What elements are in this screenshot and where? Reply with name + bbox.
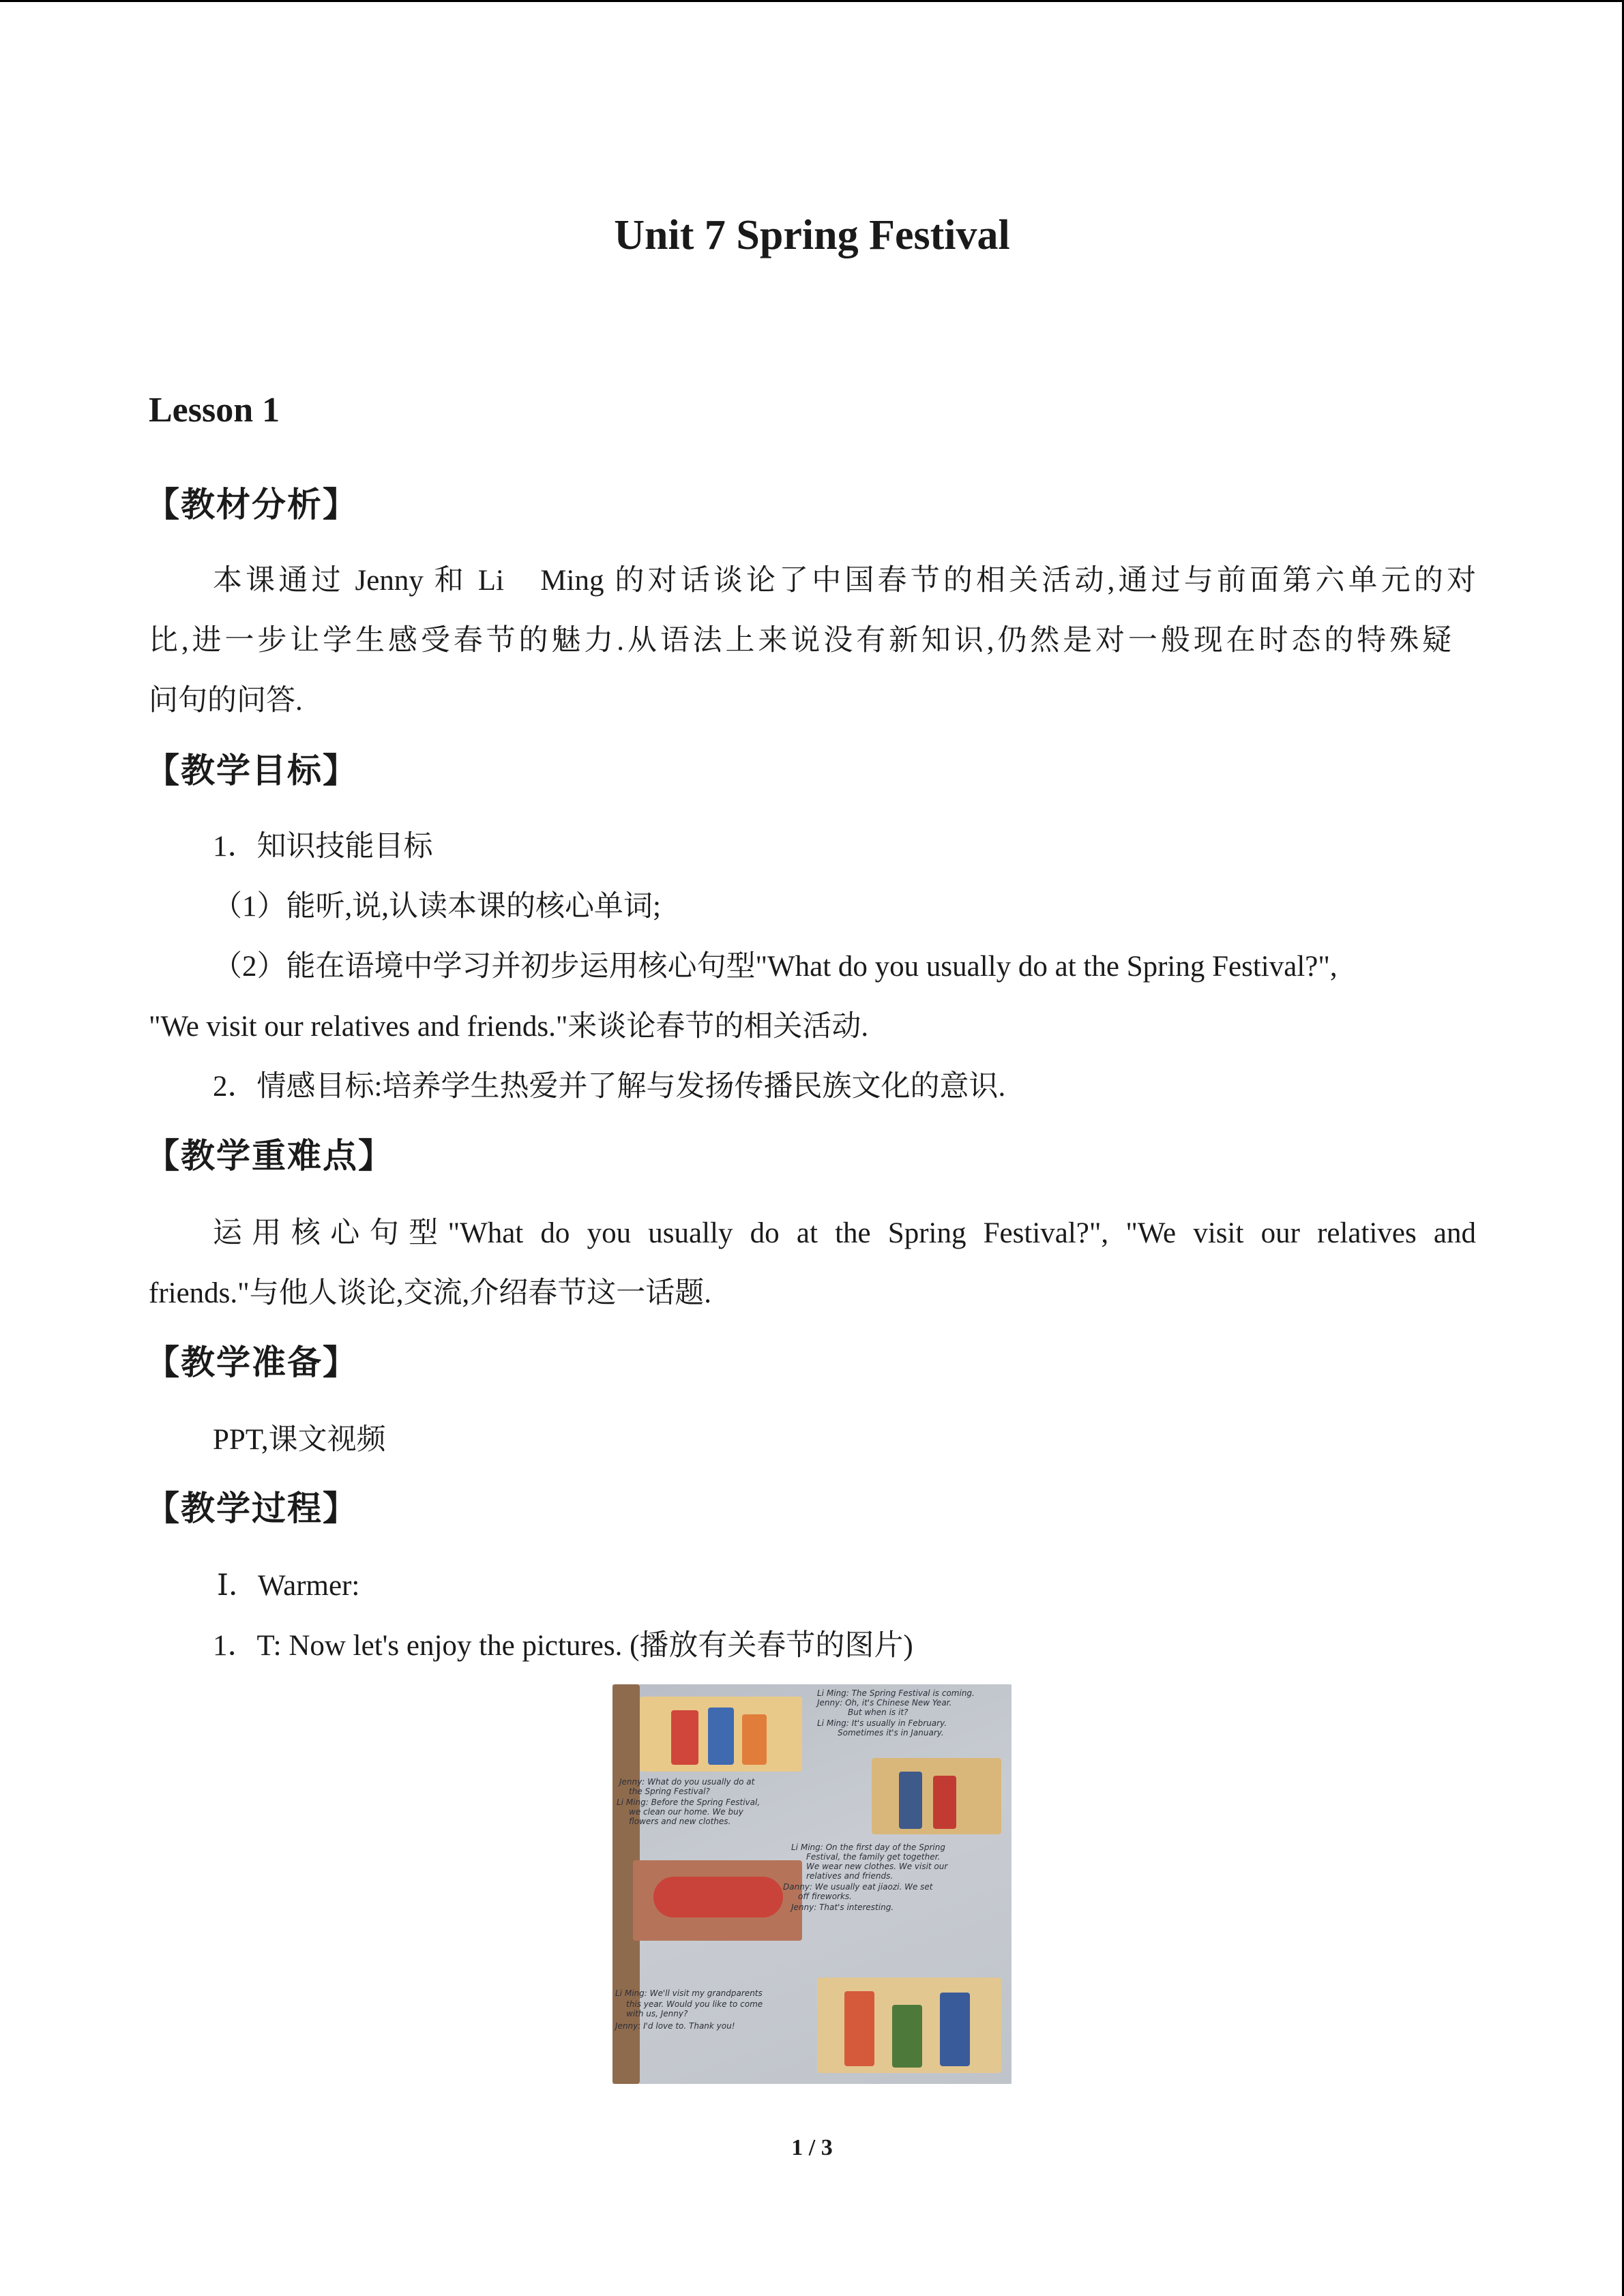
page-number: 1 / 3	[791, 2135, 833, 2160]
analysis-heading: 【教材分析】	[145, 485, 358, 524]
photo-text: Jenny: Oh, it's Chinese New Year.	[817, 1698, 952, 1708]
photo-text: Jenny: What do you usually do at	[619, 1777, 755, 1787]
process-step-warmer: Ⅰ．Warmer:	[217, 1570, 360, 1602]
photo-text: Li Ming: The Spring Festival is coming.	[817, 1688, 975, 1698]
textbook-photo	[612, 1684, 1012, 2084]
goals-item-2: 2．情感目标:培养学生热爱并了解与发扬传播民族文化的意识.	[213, 1071, 1006, 1103]
goals-sub-1: （1）能听,说,认读本课的核心单词;	[213, 891, 661, 923]
photo-text: flowers and new clothes.	[629, 1817, 731, 1826]
preparation-text: PPT,课文视频	[213, 1424, 386, 1456]
key-points-line-1: 运用核心句型"What do you usually do at the Spring Festival?", "We visit our relatives and	[213, 1217, 1476, 1249]
photo-text: We wear new clothes. We visit our	[806, 1862, 948, 1871]
analysis-line-3: 问句的问答.	[149, 685, 303, 717]
process-item-1: 1．T: Now let's enjoy the pictures. (播放有关春节的图片)	[213, 1630, 913, 1662]
key-points-heading: 【教学重难点】	[145, 1136, 394, 1176]
photo-text: Li Ming: We'll visit my grandparents	[615, 1988, 763, 1998]
photo-text: with us, Jenny?	[626, 2009, 688, 2018]
analysis-line-1: 本课通过 Jenny 和 Li Ming 的对话谈论了中国春节的相关活动,通过与前面第六单元的对	[213, 565, 1476, 597]
page-top-border	[0, 0, 1624, 2]
photo-text: Festival, the family get together.	[806, 1852, 941, 1862]
preparation-heading: 【教学准备】	[145, 1343, 358, 1382]
goals-sub-2-line-2: "We visit our relatives and friends."来谈论春节的相关活动.	[149, 1011, 869, 1043]
photo-text: Jenny: I'd love to. Thank you!	[615, 2021, 735, 2031]
photo-text: Li Ming: It's usually in February.	[817, 1718, 947, 1728]
photo-text: off fireworks.	[798, 1892, 852, 1901]
photo-text: Jenny: That's interesting.	[791, 1903, 894, 1912]
process-heading: 【教学过程】	[145, 1489, 358, 1528]
photo-text: Sometimes it's in January.	[838, 1728, 944, 1738]
photo-text: relatives and friends.	[806, 1871, 894, 1881]
lesson-heading: Lesson 1	[149, 391, 280, 430]
goals-item-1: 1．知识技能目标	[213, 831, 433, 863]
photo-text: Danny: We usually eat jiaozi. We set	[783, 1882, 933, 1892]
document-title: Unit 7 Spring Festival	[614, 212, 1010, 258]
photo-text: we clean our home. We buy	[629, 1807, 743, 1817]
analysis-line-2: 比,进一步让学生感受春节的魅力.从语法上来说没有新知识,仍然是对一般现在时态的特殊疑	[149, 625, 1451, 657]
key-points-line-2: friends."与他人谈论,交流,介绍春节这一话题.	[149, 1277, 711, 1309]
goals-heading: 【教学目标】	[145, 751, 358, 790]
photo-text: the Spring Festival?	[629, 1787, 710, 1796]
photo-text: Li Ming: On the first day of the Spring	[791, 1843, 945, 1852]
goals-sub-2-line-1: （2）能在语境中学习并初步运用核心句型"What do you usually do at the Spring Festival?",	[213, 951, 1338, 983]
photo-text: Li Ming: Before the Spring Festival,	[617, 1798, 761, 1807]
photo-text: this year. Would you like to come	[626, 1999, 763, 2009]
photo-text: But when is it?	[848, 1708, 909, 1717]
